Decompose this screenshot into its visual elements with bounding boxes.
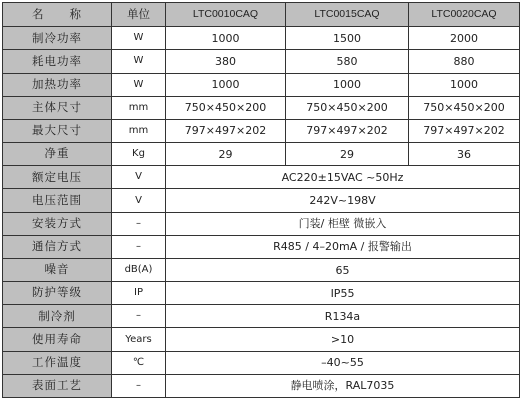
header-model-2: LTC0015CAQ	[286, 3, 409, 27]
row-name: 工作温度	[3, 351, 112, 374]
row-value: 29	[166, 143, 286, 166]
row-value: 1000	[166, 27, 286, 50]
table-row	[3, 119, 520, 142]
row-value: 2000	[409, 27, 520, 50]
row-value: 750×450×200	[286, 96, 409, 119]
row-value: 580	[286, 50, 409, 73]
table-row	[3, 258, 520, 281]
row-value: 750×450×200	[166, 96, 286, 119]
row-value: 242V~198V	[166, 189, 520, 212]
row-unit: –	[112, 212, 166, 235]
table-row	[3, 235, 520, 258]
row-value: 797×497×202	[409, 119, 520, 142]
table-row	[3, 305, 520, 328]
row-value: 797×497×202	[286, 119, 409, 142]
row-name: 主体尺寸	[3, 96, 112, 119]
row-unit: V	[112, 166, 166, 189]
row-value: >10	[166, 328, 520, 351]
row-unit: Years	[112, 328, 166, 351]
row-value: AC220±15VAC ~50Hz	[166, 166, 520, 189]
table-row	[3, 351, 520, 374]
spec-table	[2, 2, 520, 398]
row-value: 29	[286, 143, 409, 166]
row-name: 加热功率	[3, 73, 112, 96]
row-value: –40~55	[166, 351, 520, 374]
row-value: 1000	[286, 73, 409, 96]
row-value: 1500	[286, 27, 409, 50]
row-unit: mm	[112, 119, 166, 142]
table-row	[3, 282, 520, 305]
row-value: 1000	[409, 73, 520, 96]
row-unit: Kg	[112, 143, 166, 166]
row-name: 额定电压	[3, 166, 112, 189]
row-name: 安装方式	[3, 212, 112, 235]
row-name: 使用寿命	[3, 328, 112, 351]
table-row	[3, 27, 520, 50]
row-value: 65	[166, 258, 520, 281]
row-unit: –	[112, 235, 166, 258]
row-name: 电压范围	[3, 189, 112, 212]
header-row	[3, 3, 520, 27]
row-name: 制冷剂	[3, 305, 112, 328]
table-row	[3, 96, 520, 119]
header-unit: 单位	[112, 3, 166, 27]
row-value: 797×497×202	[166, 119, 286, 142]
row-name: 通信方式	[3, 235, 112, 258]
table-row	[3, 166, 520, 189]
row-unit: –	[112, 374, 166, 397]
row-value: 36	[409, 143, 520, 166]
row-value: 静电喷涂，RAL7035	[166, 374, 520, 397]
row-name: 耗电功率	[3, 50, 112, 73]
row-value: 1000	[166, 73, 286, 96]
row-unit: W	[112, 27, 166, 50]
row-value: 380	[166, 50, 286, 73]
row-value: R134a	[166, 305, 520, 328]
header-model-3: LTC0020CAQ	[409, 3, 520, 27]
row-unit: W	[112, 73, 166, 96]
row-unit: ℃	[112, 351, 166, 374]
header-model-1: LTC0010CAQ	[166, 3, 286, 27]
row-unit: W	[112, 50, 166, 73]
table-row	[3, 328, 520, 351]
row-unit: –	[112, 305, 166, 328]
row-value: R485 / 4–20mA / 报警输出	[166, 235, 520, 258]
table-row	[3, 50, 520, 73]
table-row	[3, 212, 520, 235]
table-row	[3, 374, 520, 397]
row-name: 噪音	[3, 258, 112, 281]
row-value: 门装/ 柜壁 微嵌入	[166, 212, 520, 235]
row-name: 净重	[3, 143, 112, 166]
header-name: 名 称	[3, 3, 112, 27]
row-name: 最大尺寸	[3, 119, 112, 142]
table-row	[3, 73, 520, 96]
row-unit: mm	[112, 96, 166, 119]
row-name: 防护等级	[3, 282, 112, 305]
table-row	[3, 143, 520, 166]
row-unit: IP	[112, 282, 166, 305]
row-name: 制冷功率	[3, 27, 112, 50]
row-value: IP55	[166, 282, 520, 305]
row-name: 表面工艺	[3, 374, 112, 397]
table-row	[3, 189, 520, 212]
row-unit: dB(A)	[112, 258, 166, 281]
row-value: 880	[409, 50, 520, 73]
row-value: 750×450×200	[409, 96, 520, 119]
row-unit: V	[112, 189, 166, 212]
